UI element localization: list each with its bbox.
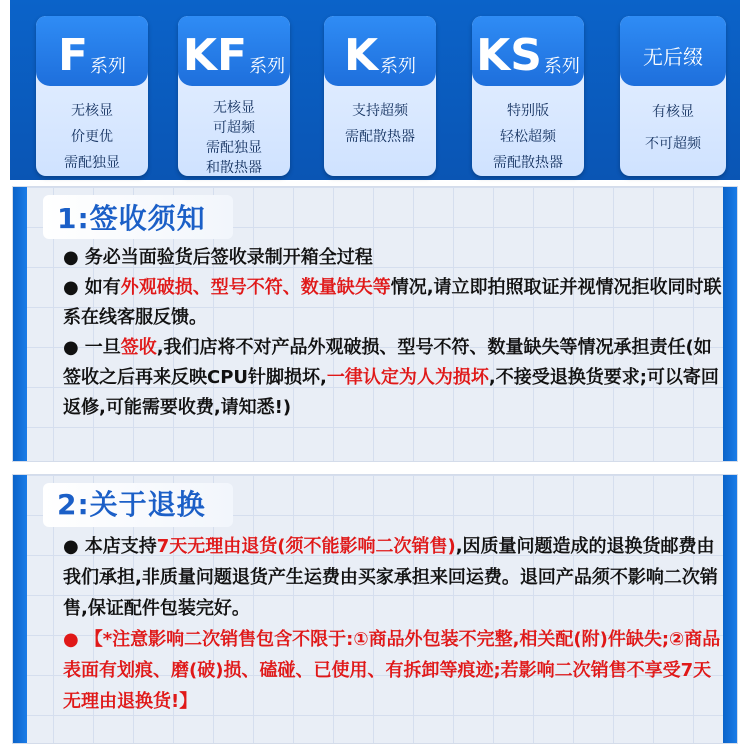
notice-text: ,不接受退换货要求;可以寄回返修,可能需要收费,请知悉!) (63, 367, 719, 418)
notice-text: ,我们店将不对产品外观破损、型号不符、数量缺失等情况承担责任(如签收之后再来反映CPU针脚损坏, (63, 337, 712, 388)
series-feature: 可超频 (213, 120, 255, 136)
notice-highlight: 【*注意影响二次销售包含不限于:①商品外包装不完整,相关配(附)件缺失;②商品表面有划痕、磨(破)损、磕碰、已使用、有拆卸等痕迹;若影响二次销售不享受7天无理由退换货!】 (63, 629, 721, 712)
notice-item (63, 273, 729, 333)
series-feature: 和散热器 (206, 160, 262, 176)
notice-item (63, 243, 729, 273)
series-letter: K (343, 30, 379, 81)
series-card-header (36, 16, 148, 86)
series-title: 无后缀 (643, 45, 703, 69)
series-card-header (324, 16, 436, 86)
notice-text: 一旦 (84, 337, 121, 358)
notice-text: 务必当面验货后签收录制开箱全过程 (84, 247, 373, 268)
bullet-icon: ● (63, 629, 79, 650)
series-suffix: 系列 (543, 56, 580, 77)
series-suffix: 系列 (90, 56, 127, 77)
series-letter: KS (476, 30, 542, 81)
notice-item (63, 333, 729, 423)
notice-item (63, 531, 729, 624)
bullet-icon: ● (63, 536, 79, 557)
bullet-icon: ● (63, 277, 79, 298)
series-card-k (324, 16, 436, 176)
notice-item (63, 624, 729, 717)
series-banner (10, 0, 740, 180)
series-letter: F (57, 30, 89, 81)
series-suffix: 系列 (249, 56, 286, 77)
notice-highlight: 一律认定为人为损坏 (326, 367, 489, 388)
notice-highlight: 外观破损、型号不符、数量缺失等 (120, 277, 391, 298)
series-feature: 无核显 (213, 100, 255, 116)
series-feature: 特别版 (507, 103, 549, 119)
series-feature: 轻松超频 (500, 129, 556, 145)
notice-text: ,因质量问题造成的退换货邮费由我们承担,非质量问题退货产生运费由买家承担来回运费。退回产品须不影响二次销售,保证配件包装完好。 (63, 536, 718, 619)
series-features (178, 98, 290, 178)
series-card-header (472, 16, 584, 86)
panel-body (63, 531, 729, 717)
series-feature: 需配独显 (64, 155, 120, 171)
notice-text: 本店支持 (84, 536, 157, 557)
series-card-no-suffix (620, 16, 726, 176)
panel-border-left (13, 187, 27, 461)
series-feature: 支持超频 (352, 103, 408, 119)
notice-highlight: 签收 (120, 337, 157, 358)
series-card-f (36, 16, 148, 176)
series-card-header (620, 16, 726, 86)
series-features (472, 98, 584, 176)
notice-panel-returns (12, 474, 738, 744)
series-letter: KF (182, 30, 248, 81)
series-feature: 不可超频 (645, 136, 701, 152)
notice-text: 情况,请立即拍照取证并视情况拒收同时联系在线客服反馈。 (63, 277, 722, 328)
panel-title: 1:签收须知 (57, 202, 206, 235)
series-card-header (178, 16, 290, 86)
series-suffix: 系列 (380, 56, 417, 77)
series-card-kf (178, 16, 290, 176)
series-feature: 有核显 (652, 104, 694, 120)
notice-highlight: 7天无理由退货(须不能影响二次销售) (156, 536, 456, 557)
series-features (324, 98, 436, 150)
series-features (620, 96, 726, 160)
panel-body (63, 243, 729, 423)
bullet-icon: ● (63, 337, 79, 358)
panel-title: 2:关于退换 (57, 488, 206, 521)
series-features (36, 98, 148, 176)
notice-text: 如有 (84, 277, 121, 298)
panel-border-left (13, 475, 27, 743)
bullet-icon: ● (63, 247, 79, 268)
notice-panel-receipt (12, 186, 738, 462)
series-card-ks (472, 16, 584, 176)
series-feature: 无核显 (71, 103, 113, 119)
series-feature: 需配散热器 (493, 155, 563, 171)
series-feature: 需配散热器 (345, 129, 415, 145)
series-feature: 价更优 (71, 129, 113, 145)
series-feature: 需配独显 (206, 140, 262, 156)
